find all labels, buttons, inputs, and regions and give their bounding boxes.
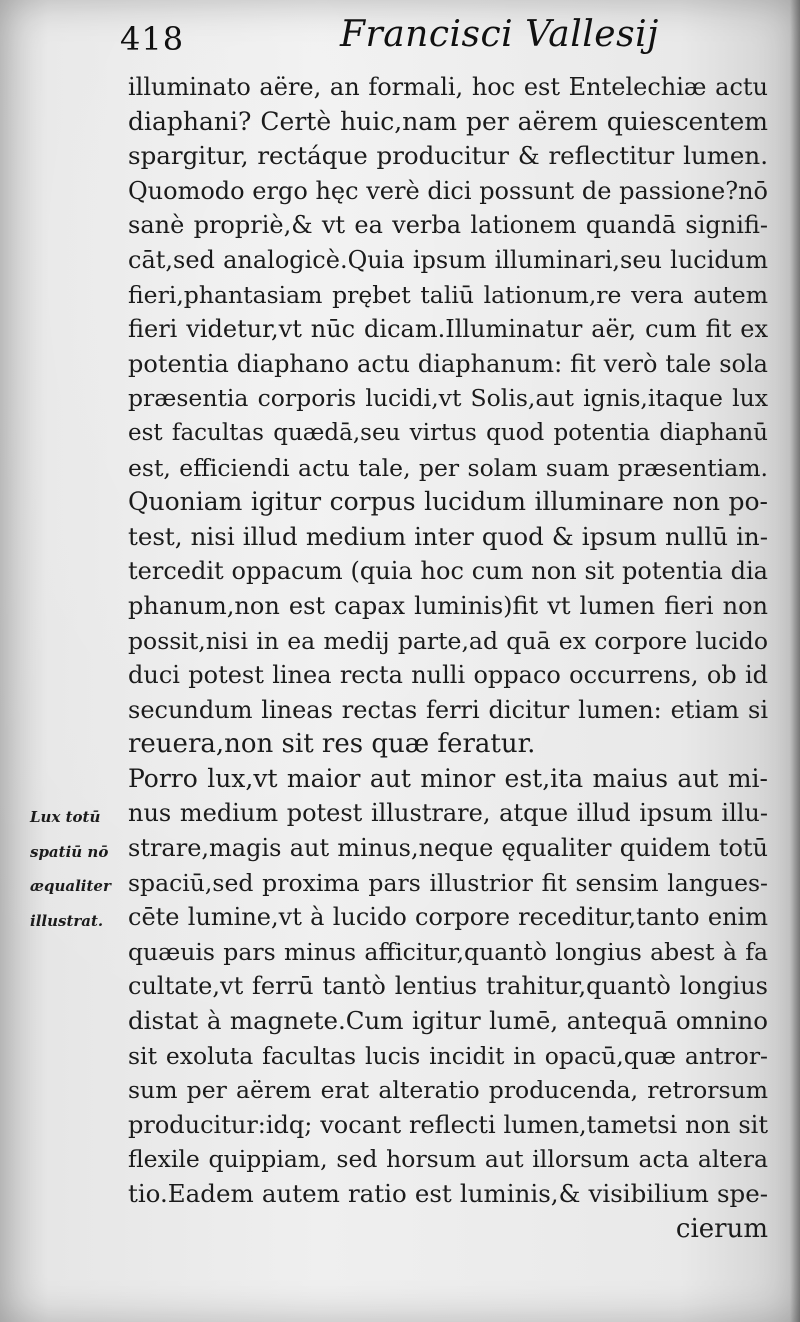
- text-line: flexile quippiam, sed horsum aut illorsum acta altera: [128, 1145, 768, 1174]
- text-line: præsentia corporis lucidi,vt Solis,aut ignis,itaque lux: [128, 384, 768, 413]
- margin-note-line: illustrat.: [30, 911, 104, 930]
- catchword: cierum: [675, 1213, 768, 1244]
- text-line: cāt,sed analogicè.Quia ipsum illuminari,seu lucidum: [128, 245, 768, 274]
- text-line: diaphani? Certè huic,nam per aërem quiescentem: [128, 106, 768, 136]
- text-line: cultate,vt ferrū tantò lentius trahitur,quantò longius: [128, 972, 768, 1001]
- text-line: tercedit oppacum (quia hoc cum non sit potentia dia: [128, 557, 768, 586]
- text-line: distat à magnete.Cum igitur lumē, antequā omnino: [128, 1006, 768, 1036]
- text-line: spaciū,sed proxima pars illustrior fit sensim langues-: [128, 868, 768, 897]
- running-head: Francisci Vallesij: [340, 14, 659, 55]
- text-line: est facultas quædā,seu virtus quod potentia diaphanū: [128, 419, 768, 446]
- text-line: secundum lineas rectas ferri dicitur lumen: etiam si: [128, 695, 768, 724]
- text-line: producitur:idq; vocant reflecti lumen,tametsi non sit: [128, 1110, 768, 1139]
- margin-note: [30, 800, 128, 938]
- text-line: spargitur, rectáque producitur & reflectitur lumen.: [128, 141, 768, 171]
- text-line: fieri videtur,vt nūc dicam.Illuminatur aër, cum fit ex: [128, 315, 768, 344]
- text-line: Quomodo ergo hęc verè dici possunt de passione?nō: [128, 176, 768, 205]
- margin-note-line: æqualiter: [30, 877, 111, 896]
- text-line: nus medium potest illustrare, atque illud ipsum illu-: [128, 799, 768, 828]
- page-number: 418: [120, 20, 185, 58]
- text-line: illuminato aëre, an formali, hoc est Entelechiæ actu: [128, 73, 768, 101]
- text-line: strare,magis aut minus,neque ęqualiter quidem totū: [128, 834, 768, 863]
- text-line: quæuis pars minus afficitur,quantò longius abest à fa: [128, 937, 768, 966]
- text-line: sit exoluta facultas lucis incidit in opacū,quæ antror-: [128, 1041, 768, 1070]
- margin-note-line: spatiū nō: [30, 842, 109, 861]
- text-line: Porro lux,vt maior aut minor est,ita maius aut mi-: [128, 763, 768, 793]
- text-line: duci potest linea recta nulli oppaco occurrens, ob id: [128, 661, 768, 690]
- text-line: cēte lumine,vt à lucido corpore receditur,tanto enim: [128, 903, 768, 932]
- text-line: tio.Eadem autem ratio est luminis,& visibilium spe-: [128, 1179, 768, 1208]
- margin-note-line: Lux totū: [30, 808, 101, 826]
- text-line: possit,nisi in ea medij parte,ad quā ex corpore lucido: [128, 626, 768, 655]
- text-line: reuera,non sit res quæ feratur.: [128, 729, 536, 760]
- text-line: Quoniam igitur corpus lucidum illuminare non po-: [128, 487, 768, 517]
- text-line: sum per aërem erat alteratio producenda, retrorsum: [128, 1076, 768, 1105]
- text-line: sanè propriè,& vt ea verba lationem quandā signifi-: [128, 211, 768, 240]
- text-line: est, efficiendi actu tale, per solam suam præsentiam.: [128, 453, 768, 482]
- text-line: fieri,phantasiam prębet taliū lationum,re vera autem: [128, 280, 768, 309]
- page-edge-shadow: [790, 0, 800, 1322]
- body-text: [128, 70, 768, 1246]
- text-line: potentia diaphano actu diaphanum: fit verò tale sola: [128, 349, 768, 378]
- text-line: phanum,non est capax luminis)fit vt lumen fieri non: [128, 591, 768, 620]
- text-line: test, nisi illud medium inter quod & ipsum nullū in-: [128, 521, 768, 551]
- page-header: [120, 10, 740, 60]
